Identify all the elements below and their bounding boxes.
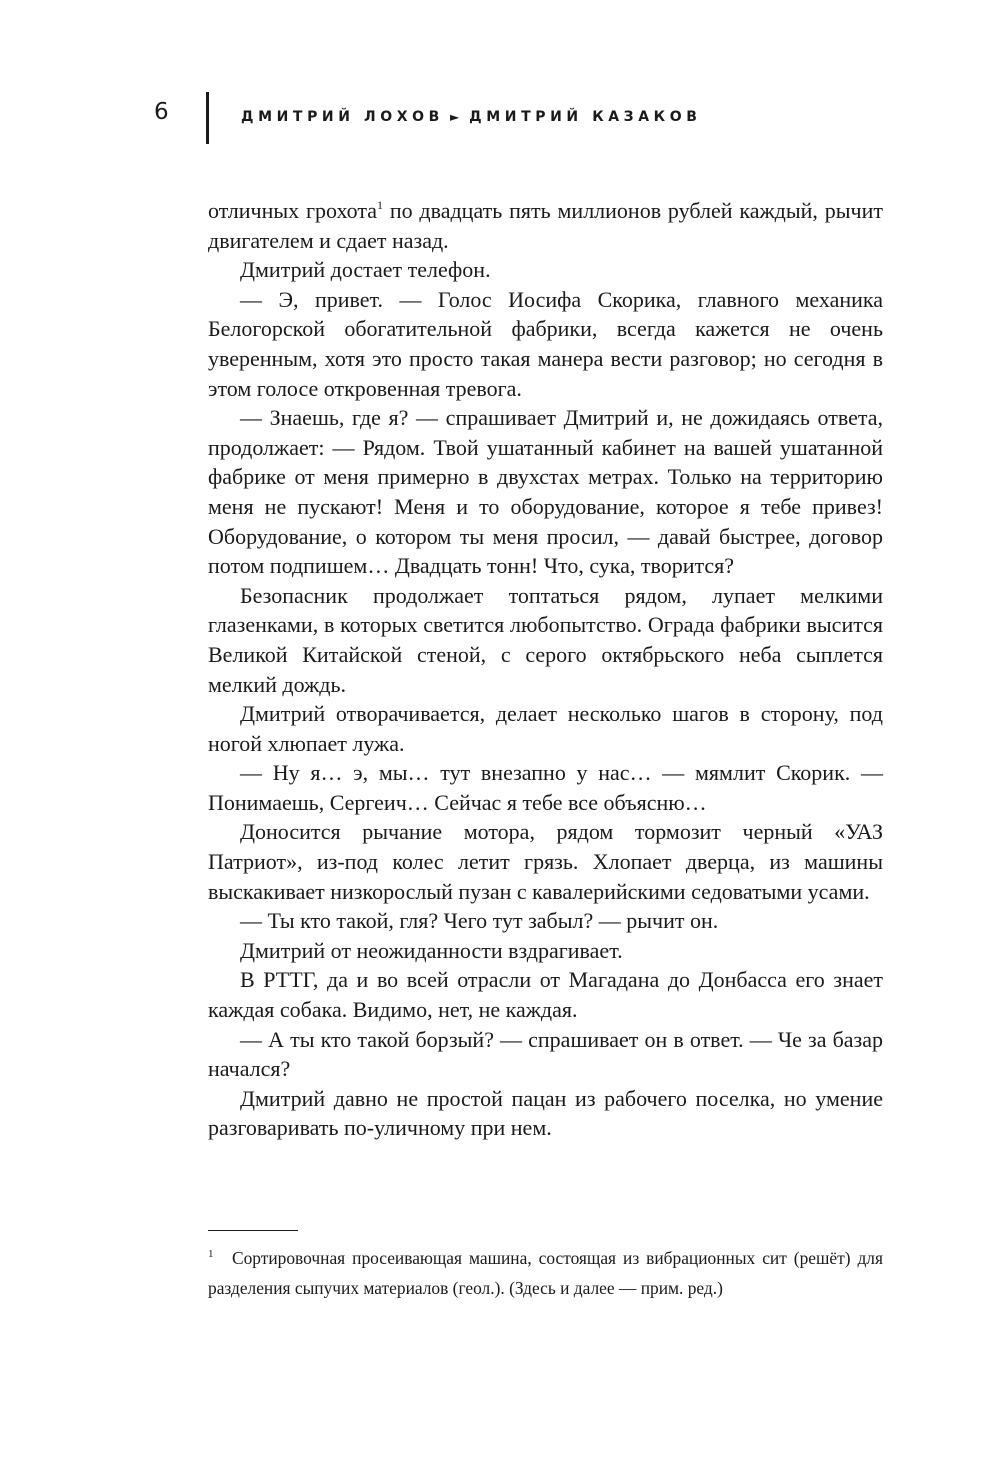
paragraph-6: Дмитрий отворачивается, делает несколько шагов в сторону, под ногой хлюпает лужа. — [208, 701, 883, 756]
paragraph-5: Безопасник продолжает топтаться рядом, лупает мелкими глазенками, в которых светится любопытство. Ограда фабрики высится Великой Китайской стеной, с серого октябрьского неба сыплется мелкий дождь. — [208, 582, 883, 697]
paragraph-13: Дмитрий давно не простой пацан из рабочего поселка, но умение разговаривать по-уличному при нем. — [208, 1085, 883, 1141]
paragraph-1: отличных грохота$^1$ по двадцать пять миллионов рублей каждый, рычит двигателем и сдает назад. — [208, 198, 883, 253]
paragraph-2: Дмитрий достает телефон. — [240, 257, 491, 283]
arrow-separator-icon: ► — [449, 110, 460, 124]
footnote-reference: 1 — [376, 198, 383, 212]
page-number: 6 — [154, 99, 169, 125]
footnote: 1 Сортировочная просеивающая машина, состоящая из вибрационных сит (решёт) для разделения сыпучих материалов (геол.). (Здесь и далее — прим. ред.) — [208, 1248, 883, 1298]
paragraph-4: — Знаешь, где я? — спрашивает Дмитрий и, не дожидаясь ответа, продолжает: — Рядом. Твой ушатанный кабинет на вашей ушатанной фабрике от меня примерно в двухстах метрах. Только на территорию меня не пускают! Меня и то оборудование, которое я тебе привез! Оборудование, о котором ты меня просил, — давай быстрее, договор потом подпишем… Двадцать тонн! Что, сука, творится? — [208, 405, 883, 579]
paragraph-11: В РТТГ, да и во всей отрасли от Магадана до Донбасса его знает каждая собака. Видимо, нет, не каждая. — [208, 967, 883, 1023]
paragraph-3: — Э, привет. — Голос Иосифа Скорика, главного механика Белогорской обогатительной фабрики, всегда кажется не очень уверенным, хотя это просто такая манера вести разговор; но сегодня в этом голосе откровенная тревога. — [208, 286, 883, 401]
paragraph-10: Дмитрий от неожиданности вздрагивает. — [240, 937, 623, 963]
header-divider — [206, 92, 209, 144]
paragraph-8: Доносится рычание мотора, рядом тормозит черный «УАЗ Патриот», из-под колес летит грязь. Хлопает дверца, из машины выскакивает низкорослый пузан с кавалерийскими седоватыми усами. — [208, 819, 883, 904]
running-head — [241, 108, 701, 126]
body-text — [208, 196, 883, 1143]
footnote-text: Сортировочная просеивающая машина, состоящая из вибрационных сит (решёт) для разделения сыпучих материалов (геол.). (Здесь и далее — прим. ред.) — [208, 1248, 883, 1298]
paragraph-9: — Ты кто такой, гля? Чего тут забыл? — рычит он. — [240, 908, 719, 934]
page-header — [0, 0, 1000, 160]
author-name-1: ДМИТРИЙ ЛОХОВ — [241, 109, 444, 125]
footnote-divider — [208, 1230, 298, 1231]
paragraph-7: — Ну я… э, мы… тут внезапно у нас… — мямлит Скорик. — Понимаешь, Сергеич… Сейчас я тебе все объясню… — [208, 760, 883, 815]
paragraph-12: — А ты кто такой борзый? — спрашивает он в ответ. — Че за базар начался? — [208, 1026, 883, 1082]
author-name-2: ДМИТРИЙ КАЗАКОВ — [469, 109, 702, 125]
